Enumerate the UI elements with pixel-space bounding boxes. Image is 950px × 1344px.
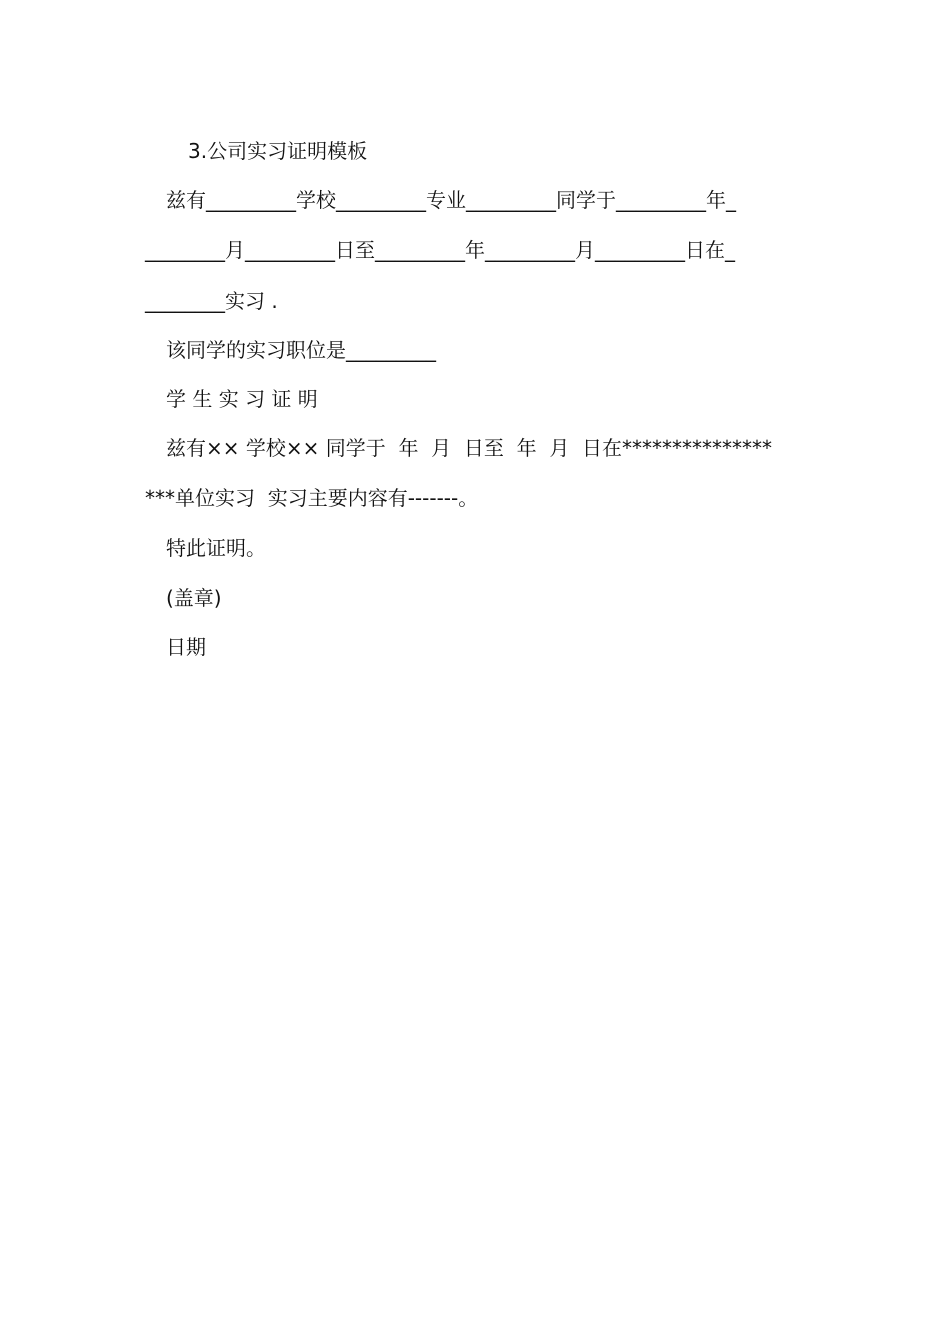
certificate-line-position: 该同学的实习职位是_________ — [166, 338, 436, 362]
certificate-line-content: ***单位实习 实习主要内容有-------。 — [145, 486, 479, 510]
certificate-line-seal: (盖章) — [166, 586, 222, 610]
certificate-line-statement: 特此证明。 — [166, 536, 266, 560]
document-heading: 3.公司实习证明模板 — [188, 139, 368, 163]
certificate-line-date: 日期 — [166, 635, 206, 659]
certificate-line-dates: ________月_________日至_________年_________月_________日在_ — [145, 238, 735, 262]
certificate-line-internship: ________实习 . — [145, 289, 278, 313]
certificate-line-school: 兹有_________学校_________专业_________同学于_________年_ — [166, 188, 736, 212]
certificate-subtitle: 学 生 实 习 证 明 — [166, 387, 318, 411]
certificate-line-example: 兹有×× 学校×× 同学于 年 月 日至 年 月 日在*************** — [166, 436, 773, 460]
